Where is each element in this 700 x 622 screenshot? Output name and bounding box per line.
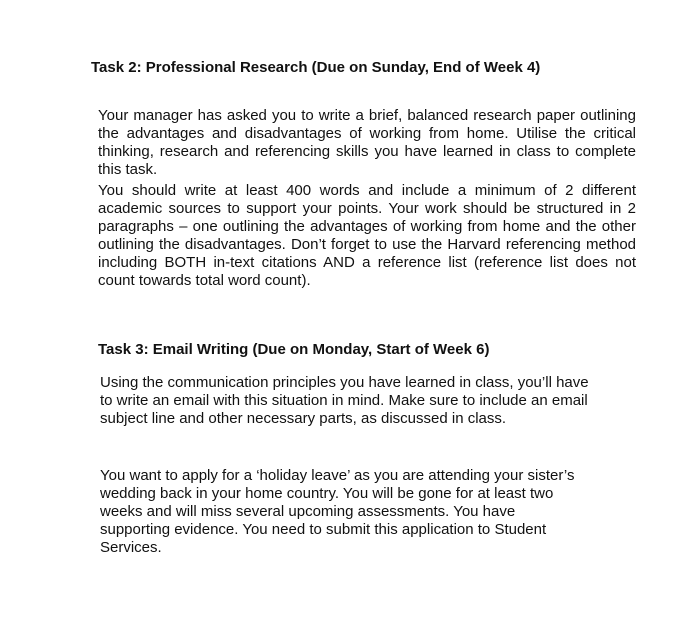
task2-paragraph-1: Your manager has asked you to write a brief, balanced research paper outlining the advantages and disadvantages of working from home. Utilise the critical thinking, research and referencing skills you have learned in class to complete this task. — [98, 107, 636, 178]
task2-paragraph-2: You should write at least 400 words and include a minimum of 2 different academic sources to support your points. Your work should be structured in 2 paragraphs – one outlining the advantages of working from home and the other outlining the disadvantages. Don’t forget to use the Harvard referencing method including BOTH in-text citations AND a reference list (reference list does not count towards total word count). — [98, 182, 636, 289]
task3-paragraph-1: Using the communication principles you have learned in class, you’ll have to write an email with this situation in mind. Make sure to include an email subject line and other necessary parts, as discussed in class. — [100, 374, 589, 427]
task3-heading: Task 3: Email Writing (Due on Monday, Start of Week 6) — [98, 341, 490, 358]
task2-heading: Task 2: Professional Research (Due on Sunday, End of Week 4) — [91, 59, 541, 76]
task3-paragraph-2: You want to apply for a ‘holiday leave’ as you are attending your sister’s wedding back in your home country. You will be gone for at least two weeks and will miss several upcoming assessments. You have supporting evidence. You need to submit this application to Student Services. — [100, 467, 575, 556]
